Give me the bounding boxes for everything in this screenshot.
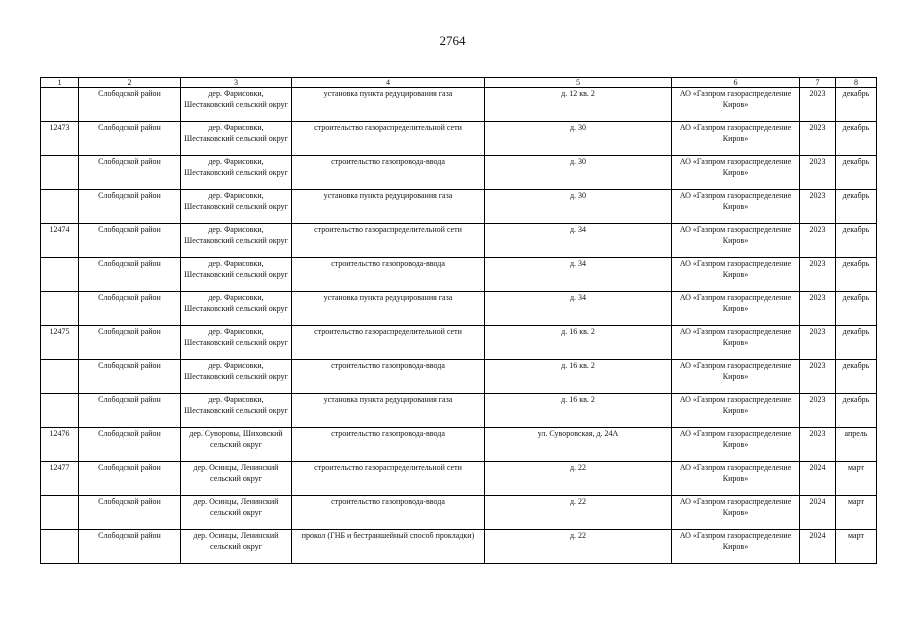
cell-address: д. 16 кв. 2 <box>485 360 672 394</box>
cell-year: 2023 <box>800 360 836 394</box>
cell-year: 2023 <box>800 292 836 326</box>
cell-organization: АО «Газпром газораспределение Киров» <box>672 326 800 360</box>
cell-work-type: строительство газораспределительной сети <box>292 122 485 156</box>
column-header: 1 <box>41 78 79 88</box>
cell-organization: АО «Газпром газораспределение Киров» <box>672 496 800 530</box>
cell-district: Слободской район <box>79 428 181 462</box>
cell-district: Слободской район <box>79 360 181 394</box>
cell-locality: дер. Фарисовки, Шестаковский сельский округ <box>181 224 292 258</box>
cell-organization: АО «Газпром газораспределение Киров» <box>672 530 800 564</box>
cell-work-type: прокол (ГНБ и бестраншейный способ прокладки) <box>292 530 485 564</box>
cell-work-type: строительство газопровода-ввода <box>292 360 485 394</box>
cell-work-type: строительство газораспределительной сети <box>292 224 485 258</box>
cell-work-type: строительство газопровода-ввода <box>292 156 485 190</box>
cell-district: Слободской район <box>79 326 181 360</box>
cell-work-type: строительство газопровода-ввода <box>292 496 485 530</box>
column-header: 8 <box>836 78 877 88</box>
cell-number <box>41 530 79 564</box>
cell-address: д. 30 <box>485 122 672 156</box>
cell-address: д. 22 <box>485 496 672 530</box>
cell-district: Слободской район <box>79 88 181 122</box>
cell-month: апрель <box>836 428 877 462</box>
cell-organization: АО «Газпром газораспределение Киров» <box>672 292 800 326</box>
column-header: 2 <box>79 78 181 88</box>
register-table <box>40 77 877 564</box>
cell-work-type: установка пункта редуцирования газа <box>292 190 485 224</box>
cell-month: декабрь <box>836 326 877 360</box>
cell-month: декабрь <box>836 360 877 394</box>
cell-month: декабрь <box>836 394 877 428</box>
cell-number: 12477 <box>41 462 79 496</box>
cell-work-type: строительство газопровода-ввода <box>292 428 485 462</box>
cell-district: Слободской район <box>79 258 181 292</box>
cell-year: 2023 <box>800 258 836 292</box>
cell-organization: АО «Газпром газораспределение Киров» <box>672 394 800 428</box>
cell-organization: АО «Газпром газораспределение Киров» <box>672 122 800 156</box>
cell-year: 2023 <box>800 156 836 190</box>
table-row <box>41 88 877 122</box>
cell-number <box>41 156 79 190</box>
cell-locality: дер. Фарисовки, Шестаковский сельский округ <box>181 190 292 224</box>
cell-year: 2023 <box>800 190 836 224</box>
cell-locality: дер. Фарисовки, Шестаковский сельский округ <box>181 360 292 394</box>
cell-address: д. 22 <box>485 462 672 496</box>
cell-number: 12473 <box>41 122 79 156</box>
cell-locality: дер. Фарисовки, Шестаковский сельский округ <box>181 292 292 326</box>
cell-address: д. 12 кв. 2 <box>485 88 672 122</box>
cell-month: декабрь <box>836 156 877 190</box>
header-row <box>41 78 877 88</box>
table-row <box>41 496 877 530</box>
cell-organization: АО «Газпром газораспределение Киров» <box>672 156 800 190</box>
cell-district: Слободской район <box>79 292 181 326</box>
table-row <box>41 190 877 224</box>
cell-locality: дер. Суворовы, Шиховский сельский округ <box>181 428 292 462</box>
cell-organization: АО «Газпром газораспределение Киров» <box>672 428 800 462</box>
cell-work-type: строительство газораспределительной сети <box>292 326 485 360</box>
cell-locality: дер. Фарисовки, Шестаковский сельский округ <box>181 258 292 292</box>
column-header: 7 <box>800 78 836 88</box>
cell-year: 2023 <box>800 88 836 122</box>
table-row <box>41 462 877 496</box>
cell-locality: дер. Фарисовки, Шестаковский сельский округ <box>181 394 292 428</box>
cell-organization: АО «Газпром газораспределение Киров» <box>672 462 800 496</box>
cell-organization: АО «Газпром газораспределение Киров» <box>672 360 800 394</box>
cell-district: Слободской район <box>79 394 181 428</box>
cell-year: 2024 <box>800 530 836 564</box>
cell-district: Слободской район <box>79 156 181 190</box>
cell-month: март <box>836 496 877 530</box>
cell-organization: АО «Газпром газораспределение Киров» <box>672 258 800 292</box>
cell-address: д. 22 <box>485 530 672 564</box>
cell-year: 2023 <box>800 394 836 428</box>
cell-address: д. 30 <box>485 190 672 224</box>
cell-number <box>41 190 79 224</box>
cell-work-type: установка пункта редуцирования газа <box>292 394 485 428</box>
cell-address: д. 16 кв. 2 <box>485 326 672 360</box>
cell-district: Слободской район <box>79 224 181 258</box>
cell-number <box>41 394 79 428</box>
table-row <box>41 530 877 564</box>
table-row <box>41 292 877 326</box>
cell-work-type: строительство газопровода-ввода <box>292 258 485 292</box>
cell-address: д. 34 <box>485 258 672 292</box>
cell-number <box>41 292 79 326</box>
cell-address: д. 30 <box>485 156 672 190</box>
cell-year: 2024 <box>800 496 836 530</box>
cell-number <box>41 496 79 530</box>
cell-locality: дер. Осинцы, Ленинский сельский округ <box>181 462 292 496</box>
cell-locality: дер. Фарисовки, Шестаковский сельский округ <box>181 88 292 122</box>
cell-district: Слободской район <box>79 530 181 564</box>
cell-work-type: строительство газораспределительной сети <box>292 462 485 496</box>
cell-locality: дер. Фарисовки, Шестаковский сельский округ <box>181 156 292 190</box>
cell-number: 12474 <box>41 224 79 258</box>
cell-work-type: установка пункта редуцирования газа <box>292 88 485 122</box>
cell-month: декабрь <box>836 224 877 258</box>
column-header: 4 <box>292 78 485 88</box>
cell-year: 2023 <box>800 428 836 462</box>
cell-month: декабрь <box>836 122 877 156</box>
table-row <box>41 258 877 292</box>
cell-year: 2023 <box>800 122 836 156</box>
cell-address: ул. Суворовская, д. 24А <box>485 428 672 462</box>
table-row <box>41 122 877 156</box>
cell-organization: АО «Газпром газораспределение Киров» <box>672 88 800 122</box>
table-row <box>41 360 877 394</box>
table-row <box>41 326 877 360</box>
column-header: 5 <box>485 78 672 88</box>
cell-month: декабрь <box>836 190 877 224</box>
cell-year: 2023 <box>800 326 836 360</box>
cell-year: 2023 <box>800 224 836 258</box>
table-row <box>41 224 877 258</box>
cell-locality: дер. Фарисовки, Шестаковский сельский округ <box>181 326 292 360</box>
cell-number <box>41 258 79 292</box>
table-row <box>41 156 877 190</box>
cell-district: Слободской район <box>79 496 181 530</box>
cell-district: Слободской район <box>79 190 181 224</box>
cell-number: 12475 <box>41 326 79 360</box>
cell-month: декабрь <box>836 88 877 122</box>
cell-organization: АО «Газпром газораспределение Киров» <box>672 224 800 258</box>
column-header: 6 <box>672 78 800 88</box>
cell-work-type: установка пункта редуцирования газа <box>292 292 485 326</box>
cell-month: март <box>836 530 877 564</box>
cell-address: д. 34 <box>485 224 672 258</box>
cell-month: март <box>836 462 877 496</box>
cell-number: 12476 <box>41 428 79 462</box>
table-row <box>41 394 877 428</box>
cell-locality: дер. Осинцы, Ленинский сельский округ <box>181 496 292 530</box>
cell-address: д. 16 кв. 2 <box>485 394 672 428</box>
cell-address: д. 34 <box>485 292 672 326</box>
page-number: 2764 <box>439 33 466 48</box>
cell-month: декабрь <box>836 292 877 326</box>
column-header: 3 <box>181 78 292 88</box>
cell-organization: АО «Газпром газораспределение Киров» <box>672 190 800 224</box>
table-row <box>41 428 877 462</box>
cell-district: Слободской район <box>79 462 181 496</box>
cell-locality: дер. Фарисовки, Шестаковский сельский округ <box>181 122 292 156</box>
cell-year: 2024 <box>800 462 836 496</box>
cell-locality: дер. Осинцы, Ленинский сельский округ <box>181 530 292 564</box>
cell-number <box>41 88 79 122</box>
cell-month: декабрь <box>836 258 877 292</box>
cell-number <box>41 360 79 394</box>
cell-district: Слободской район <box>79 122 181 156</box>
